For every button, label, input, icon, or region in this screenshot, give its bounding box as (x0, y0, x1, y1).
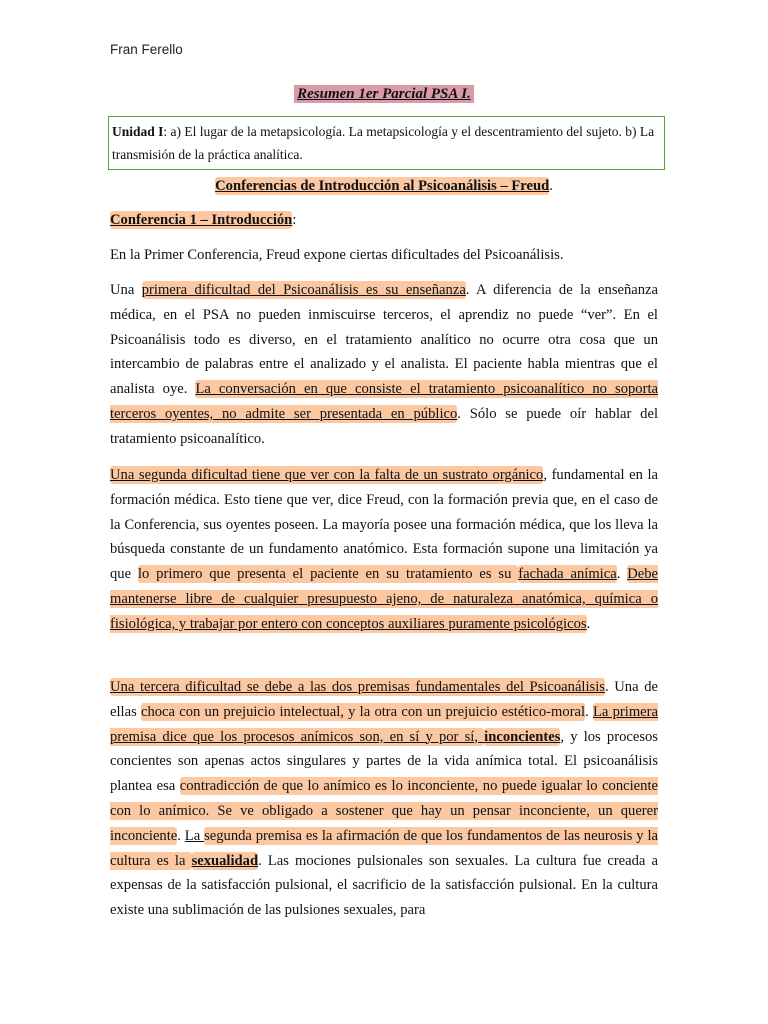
section-heading-text: Conferencias de Introducción al Psicoanálisis – Freud (215, 178, 550, 194)
paragraph-3: Una tercera dificultad se debe a las dos premisas fundamentales del Psicoanálisis. Una de ellas choca con un prejuicio intelectual, y la otra con un prejuicio estético-moral. La primera premisa dice que los procesos anímicos son, en sí y por sí, inconcientes, y los procesos concientes son apenas actos singulares y partes de la vida anímica total. El psicoanálisis plantea esa contradicción de que lo anímico es lo inconciente, no puede igualar lo conciente con lo anímico. Se ve obligado a sostener que hay un pensar inconciente, un querer inconciente. La segunda premisa es la afirmación de que los fundamentos de las neurosis y la cultura es la sexualidad. Las mociones pulsionales son sexuales. La cultura fue creada a expensas de la satisfacción pulsional, el sacrificio de la satisfacción pulsional. En la cultura existe una sublimación de las pulsiones sexuales, para (110, 679, 659, 919)
section-heading: Conferencias de Introducción al Psicoanálisis – Freud. (215, 178, 553, 194)
unit-label: Unidad I (112, 124, 164, 139)
highlight-span: fachada anímica (518, 566, 617, 583)
paragraph-intro: En la Primer Conferencia, Freud expone ciertas dificultades del Psicoanálisis. (110, 247, 564, 263)
unit-text: : a) El lugar de la metapsicología. La metapsicología y el descentramiento del sujeto. b) La transmisión de la práctica analítica. (112, 124, 655, 162)
highlight-span: Una tercera dificultad se debe a las dos premisas fundamentales del Psicoanálisis (110, 679, 605, 695)
unit-box (108, 116, 665, 170)
highlight-span: Una segunda dificultad tiene que ver con la falta de un sustrato orgánico (110, 467, 544, 483)
highlight-span: sexualidad (191, 852, 259, 869)
highlight-span: choca con un prejuicio intelectual, y la otra con un prejuicio estético-moral (140, 703, 586, 720)
highlight-span: La primera premisa dice que los procesos anímicos son, en sí y por sí, (110, 703, 658, 745)
highlight-span: contradicción de que lo anímico es lo inconciente, no puede igualar lo conciente con lo anímico. Se ve obligado a sostener que hay un pensar inconciente, un querer inconciente (110, 778, 658, 844)
highlight-span: Debe mantenerse libre de cualquier presupuesto ajeno, de naturaleza anatómica, química o fisiológica, y trabajar por entero con conceptos auxiliares puramente psicológicos (110, 566, 659, 632)
highlight-span: lo primero que presenta el paciente en su tratamiento es su (137, 566, 519, 583)
header-author: Fran Ferello (110, 42, 183, 57)
paragraph-1: Una primera dificultad del Psicoanálisis es su enseñanza. A diferencia de la enseñanza médica, en el PSA no pueden inmiscuirse terceros, el aprendiz no puede “ver”. En el Psicoanálisis todo es diverso, en el tratamiento analítico no ocurre otra cosa que un intercambio de palabras entre el analizado y el analista. El paciente habla mientras que el analista oye. La conversación en que consiste el tratamiento psicoanalítico no soporta terceros oyentes, no admite ser presentada en público. Sólo se puede oír hablar del tratamiento psicoanalítico. (110, 282, 659, 447)
document-title-text: Resumen 1er Parcial PSA I. (294, 85, 474, 103)
conference-heading-text: Conferencia 1 – Introducción (110, 212, 293, 228)
highlight-span: La conversación en que consiste el tratamiento psicoanalítico no soporta terceros oyentes, no admite ser presentada en público (110, 381, 658, 422)
highlight-span: segunda premisa es la afirmación de que los fundamentos de las neurosis y la cultura es la (110, 827, 659, 869)
highlight-span: primera dificultad del Psicoanálisis es su enseñanza (141, 282, 466, 298)
paragraph-2: Una segunda dificultad tiene que ver con la falta de un sustrato orgánico, fundamental en la formación médica. Esto tiene que ver, dice Freud, con la formación previa que, en el caso de la Conferencia, sus oyentes poseen. La mayoría posee una formación médica, que los lleva la búsqueda constante de un fundamento anatómico. Esta formación supone una limitación ya que lo primero que presenta el paciente en su tratamiento es su fachada anímica. Debe mantenerse libre de cualquier presupuesto ajeno, de naturaleza anatómica, química o fisiológica, y trabajar por entero con conceptos auxiliares puramente psicológicos. (110, 467, 659, 632)
highlight-span: inconcientes (484, 728, 561, 745)
document-title (0, 86, 768, 103)
conference-heading: Conferencia 1 – Introducción: (110, 212, 297, 228)
